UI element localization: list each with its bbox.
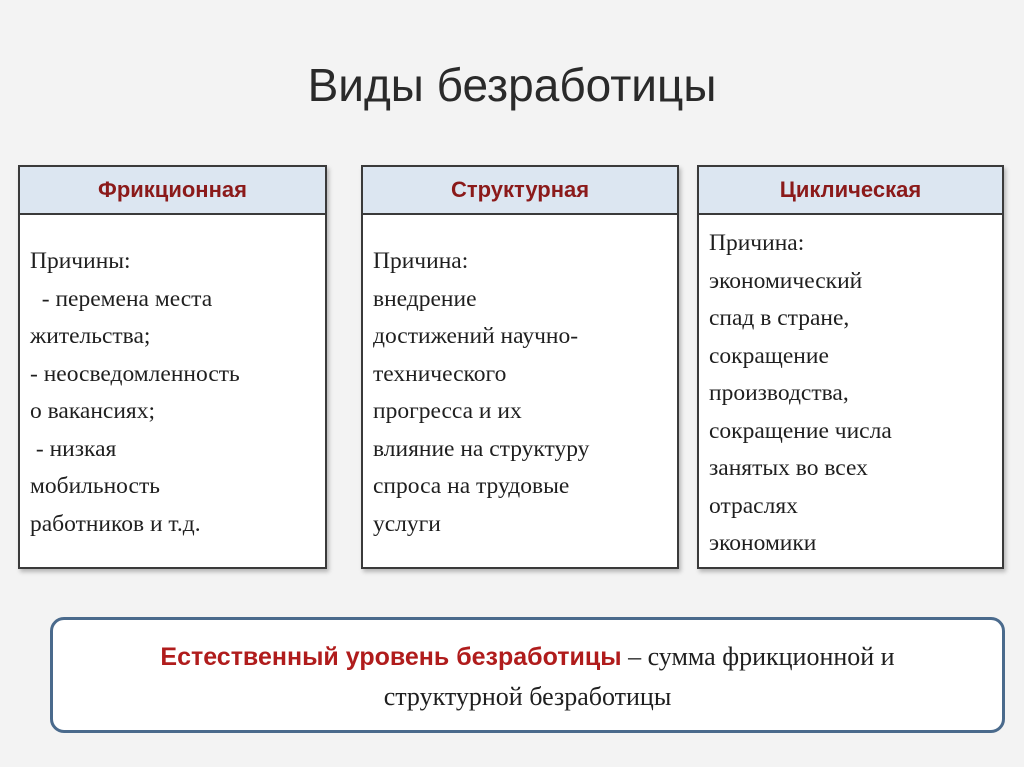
- card-line: отраслях: [709, 492, 798, 519]
- definition-text-line2: структурной безработицы: [383, 682, 672, 711]
- card-line: жительства;: [30, 323, 151, 349]
- definition-box: [50, 617, 1005, 733]
- definition-term: Естественный уровень безработицы: [160, 643, 622, 671]
- card-line: занятых во всех: [709, 455, 868, 481]
- card-line: о вакансиях;: [30, 398, 156, 424]
- card-line: работников и т.д.: [30, 510, 201, 537]
- card-body: [20, 215, 325, 543]
- card-line: мобильность: [30, 473, 160, 499]
- card-line: технического: [373, 360, 507, 387]
- card-line: Причины:: [30, 248, 131, 274]
- card-line: производства,: [709, 380, 849, 406]
- definition-text: – сумма фрикционной и: [621, 642, 895, 671]
- card-heading: Фрикционная: [20, 167, 325, 215]
- card-line: - перемена места: [30, 285, 213, 312]
- card-frictional: [18, 165, 327, 569]
- card-body: [363, 215, 677, 543]
- card-line: Причина:: [373, 248, 469, 274]
- card-line: сокращение числа: [709, 417, 892, 444]
- card-structural: [361, 165, 679, 569]
- card-heading: Структурная: [363, 167, 677, 215]
- card-line: влияние на структуру: [373, 435, 590, 462]
- card-line: сокращение: [709, 342, 829, 369]
- card-cyclical: [697, 165, 1004, 569]
- card-line: экономики: [709, 530, 817, 556]
- card-line: прогресса и их: [373, 398, 522, 424]
- card-line: спроса на трудовые: [373, 473, 570, 499]
- page-title: Виды безработицы: [307, 59, 717, 111]
- card-line: - низкая: [30, 435, 117, 462]
- card-line: - неосведомленность: [30, 360, 240, 387]
- card-line: Причина:: [709, 230, 805, 256]
- card-body: [699, 215, 1002, 563]
- card-line: экономический: [709, 267, 863, 294]
- card-line: внедрение: [373, 285, 477, 312]
- card-line: услуги: [373, 510, 441, 537]
- card-line: спад в стране,: [709, 305, 850, 331]
- card-heading: Циклическая: [699, 167, 1002, 215]
- card-line: достижений научно-: [373, 323, 579, 349]
